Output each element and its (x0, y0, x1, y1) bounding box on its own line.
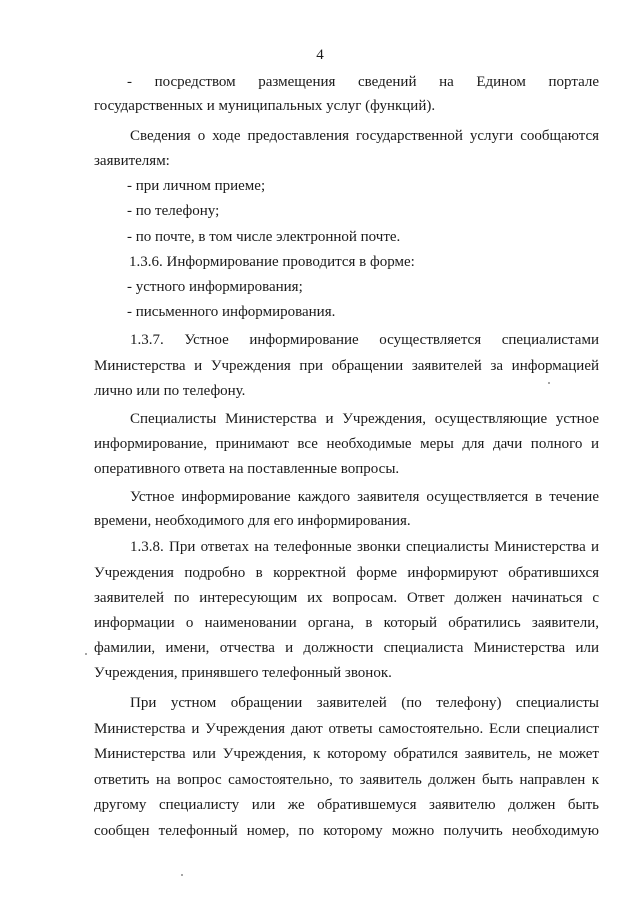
list-item: - по почте, в том числе электронной почте. (127, 229, 401, 245)
text-line: Учреждения, принявшего телефонный звонок. (94, 665, 392, 681)
text-line: сообщен телефонный номер, по которому можно получить необходимую (94, 823, 599, 839)
text-line: оперативного ответа на поставленные вопросы. (94, 461, 400, 477)
list-item: - по телефону; (127, 203, 220, 219)
text-line: заявителям: (94, 153, 170, 169)
list-item: - письменного информирования. (127, 304, 336, 320)
text-line: информации о наименовании органа, в который обратились заявители, (94, 615, 599, 631)
text-line: - посредством размещения сведений на Едином портале (127, 74, 599, 90)
text-line: ответить на вопрос самостоятельно, то заявитель должен быть направлен к (94, 772, 599, 788)
text-line: Министерства и Учреждения дают ответы самостоятельно. Если специалист (94, 721, 599, 737)
text-line: 1.3.7. Устное информирование осуществляется специалистами (130, 332, 599, 348)
section-heading: 1.3.6. Информирование проводится в форме: (129, 254, 415, 270)
text-line: Устное информирование каждого заявителя осуществляется в течение (130, 489, 599, 505)
scan-speck (548, 382, 550, 384)
text-line: Сведения о ходе предоставления государственной услуги сообщаются (130, 128, 599, 144)
text-line: времени, необходимого для его информирования. (94, 513, 411, 529)
text-line: Министерства или Учреждения, к которому обратился заявитель, не может (94, 746, 599, 762)
text-line: другому специалисту или же обратившемуся заявителю должен быть (94, 797, 599, 813)
text-line: заявителей по интересующим их вопросам. Ответ должен начинаться с (94, 590, 599, 606)
text-line: Министерства и Учреждения при обращении заявителей за информацией (94, 358, 599, 374)
text-line: При устном обращении заявителей (по телефону) специалисты (130, 695, 599, 711)
text-line: Специалисты Министерства и Учреждения, осуществляющие устное (130, 411, 599, 427)
text-line: фамилии, имени, отчества и должности специалиста Министерства или (94, 640, 599, 656)
text-line: 1.3.8. При ответах на телефонные звонки специалисты Министерства и (130, 539, 599, 555)
text-line: государственных и муниципальных услуг (функций). (94, 98, 436, 114)
page-number: 4 (316, 47, 324, 63)
scan-speck (85, 653, 87, 655)
scan-speck (181, 874, 183, 876)
text-line: информирование, принимают все необходимые меры для дачи полного и (94, 436, 599, 452)
text-line: Учреждения подробно в корректной форме информируют обратившихся (94, 565, 599, 581)
list-item: - устного информирования; (127, 279, 303, 295)
list-item: - при личном приеме; (127, 178, 266, 194)
text-line: лично или по телефону. (94, 383, 246, 399)
